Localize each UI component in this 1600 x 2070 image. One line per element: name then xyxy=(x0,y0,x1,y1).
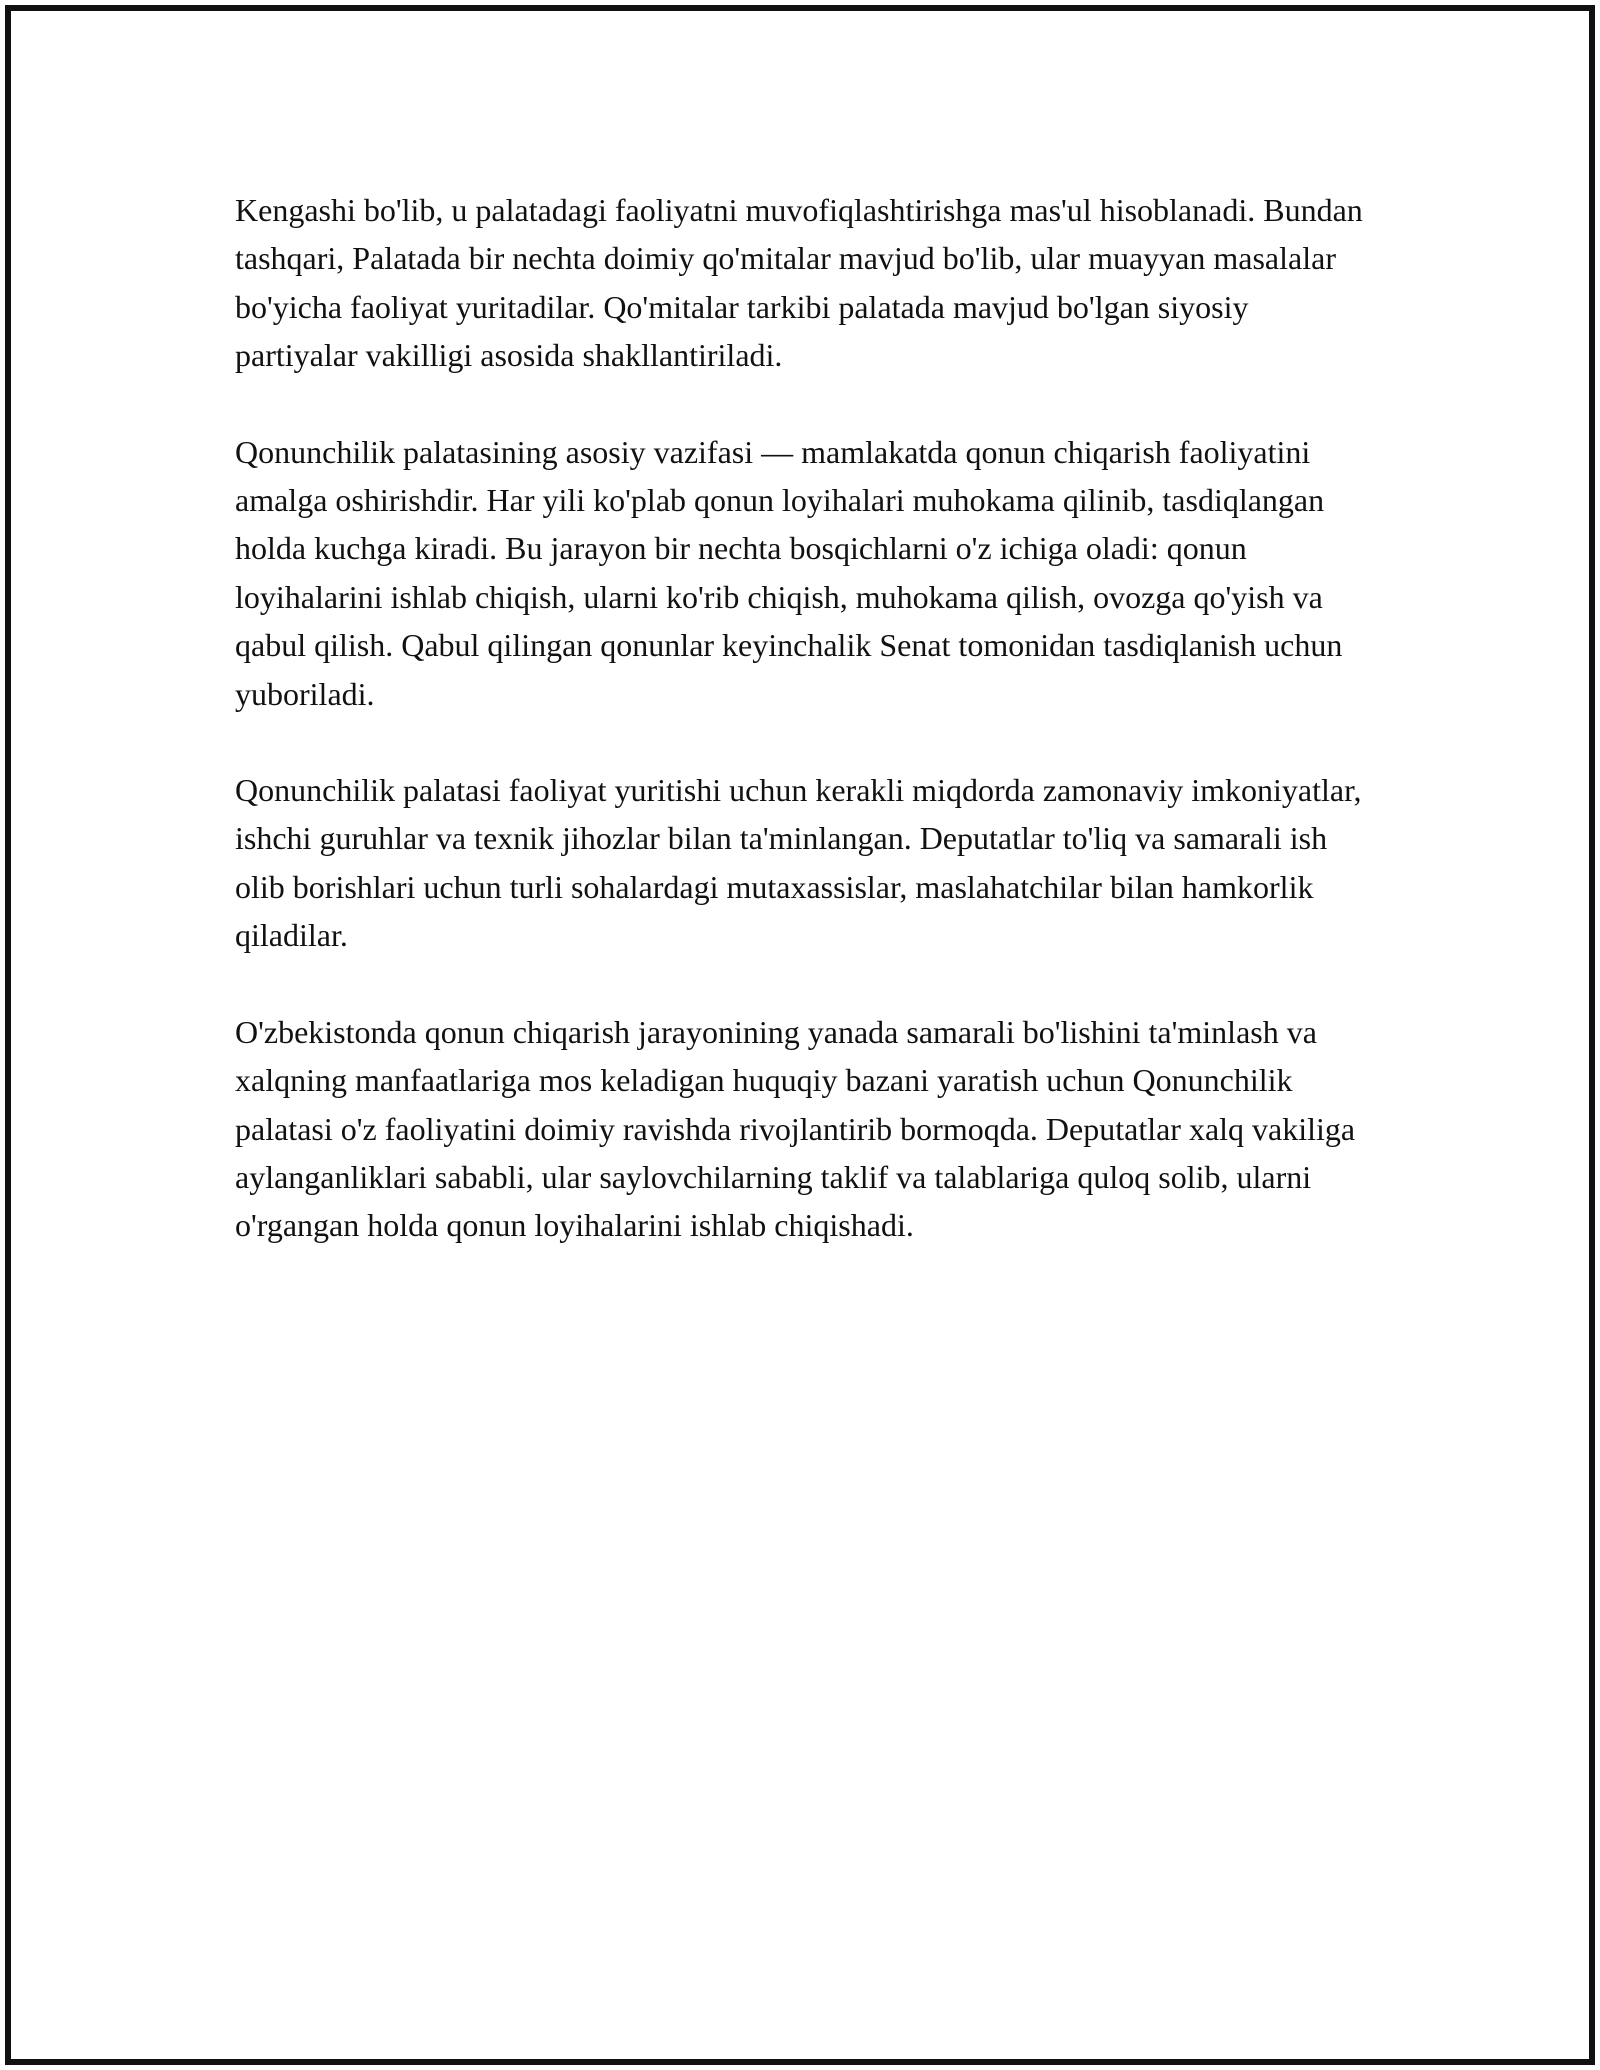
paragraph-2: Qonunchilik palatasining asosiy vazifasi — mamlakatda qonun chiqarish faoliyatini amalga oshirishdir. Har yili ko'plab qonun loyihalari muhokama qilinib, tasdiqlangan holda kuchga kiradi. Bu jarayon bir nechta bosqichlarni o'z ichiga oladi: qonun loyihalarini ishlab chiqish, ularni ko'rib chiqish, muhokama qilish, ovozga qo'yish va qabul qilish. Qabul qilingan qonunlar keyinchalik Senat tomonidan tasdiqlanish uchun yuboriladi. xyxy=(235,433,1343,712)
paragraph-4: O'zbekistonda qonun chiqarish jarayonining yanada samarali bo'lishini ta'minlash va xalqning manfaatlariga mos keladigan huquqiy bazani yaratish uchun Qonunchilik palatasi o'z faoliyatini doimiy ravishda rivojlantirib bormoqda. Deputatlar xalq vakiliga aylanganliklari sababli, ular saylovchilarning taklif va talablariga quloq solib, ularni o'rgangan holda qonun loyihalarini ishlab chiqishadi. xyxy=(235,1013,1356,1244)
paragraph-3: Qonunchilik palatasi faoliyat yuritishi uchun kerakli miqdorda zamonaviy imkoniyatlar, ishchi guruhlar va texnik jihozlar bilan ta'minlangan. Deputatlar to'liq va samarali ish olib borishlari uchun turli sohalardagi mutaxassislar, maslahatchilar bilan hamkorlik qiladilar. xyxy=(235,772,1362,954)
document-body xyxy=(235,186,1375,1298)
paragraph-1: Kengashi bo'lib, u palatadagi faoliyatni muvofiqlashtirishga mas'ul hisoblanadi. Bundan tashqari, Palatada bir nechta doimiy qo'mitalar mavjud bo'lib, ular muayyan masalalar bo'yicha faoliyat yuritadilar. Qo'mitalar tarkibi palatada mavjud bo'lgan siyosiy partiyalar vakilligi asosida shakllantiriladi. xyxy=(235,192,1363,374)
